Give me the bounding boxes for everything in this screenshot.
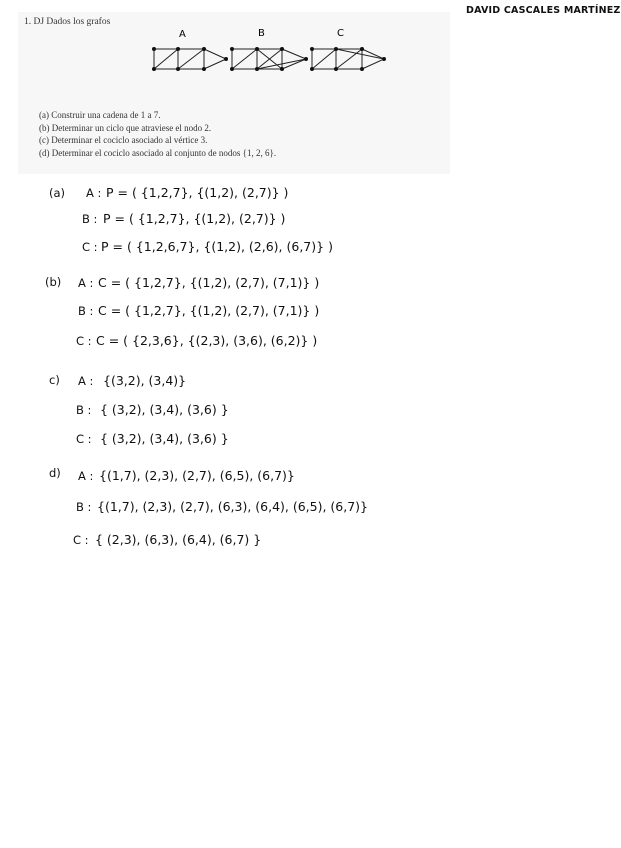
answer-graph-label: B : xyxy=(76,403,92,417)
graph-a xyxy=(152,47,228,71)
answer-line: P = ( {1,2,7}, {(1,2), (2,7)} ) xyxy=(106,185,289,200)
answer-graph-label: A : xyxy=(86,186,102,200)
answer-graph-label: B : xyxy=(78,304,94,318)
answer-line: {(1,7), (2,3), (2,7), (6,3), (6,4), (6,5), (6,7)} xyxy=(97,499,369,514)
answer-line: {(3,2), (3,4)} xyxy=(103,373,187,388)
answer-line: C = ( {2,3,6}, {(2,3), (3,6), (6,2)} ) xyxy=(96,333,318,348)
answer-section-label: c) xyxy=(49,373,60,387)
answer-section-label: (b) xyxy=(45,275,62,289)
answer-section-label: (a) xyxy=(49,186,66,200)
answer-line: C = ( {1,2,7}, {(1,2), (2,7), (7,1)} ) xyxy=(98,303,320,318)
graphs-figure xyxy=(140,24,400,84)
answer-graph-label: A : xyxy=(78,374,94,388)
graph-c xyxy=(310,47,386,71)
answer-graph-label: C : xyxy=(76,432,92,446)
answer-line: { (3,2), (3,4), (3,6) } xyxy=(100,431,229,446)
answer-graph-label: C : xyxy=(76,334,92,348)
answer-line: P = ( {1,2,6,7}, {(1,2), (2,6), (6,7)} ) xyxy=(101,239,333,254)
graph-label-a: A xyxy=(179,29,186,40)
question-item-d: (d) Determinar el cociclo asociado al conjunto de nodos {1, 2, 6}. xyxy=(39,148,277,159)
answer-graph-label: A : xyxy=(78,469,94,483)
question-items xyxy=(39,109,276,160)
question-item-c: (c) Determinar el cociclo asociado al vértice 3. xyxy=(39,135,208,146)
answer-graph-label: A : xyxy=(78,276,94,290)
answer-line: { (2,3), (6,3), (6,4), (6,7) } xyxy=(95,532,262,547)
question-item-b: (b) Determinar un ciclo que atraviese el nodo 2. xyxy=(39,122,212,133)
answer-graph-label: B : xyxy=(76,500,92,514)
author-name: DAVID CASCALES MARTÍNEZ xyxy=(466,5,621,16)
answer-line: {(1,7), (2,3), (2,7), (6,5), (6,7)} xyxy=(99,468,295,483)
answer-graph-label: B : xyxy=(82,212,98,226)
graph-label-c: C xyxy=(337,28,344,39)
answer-graph-label: C : xyxy=(82,240,98,254)
answer-line: P = ( {1,2,7}, {(1,2), (2,7)} ) xyxy=(103,211,286,226)
graph-b xyxy=(230,47,308,71)
answer-line: C = ( {1,2,7}, {(1,2), (2,7), (7,1)} ) xyxy=(98,275,320,290)
answer-graph-label: C : xyxy=(73,533,89,547)
answer-line: { (3,2), (3,4), (3,6) } xyxy=(100,402,229,417)
question-title: 1. DJ Dados los grafos xyxy=(24,17,111,27)
answer-section-label: d) xyxy=(49,466,61,480)
question-item-a: (a) Construir una cadena de 1 a 7. xyxy=(39,110,161,120)
graph-label-b: B xyxy=(258,28,265,39)
